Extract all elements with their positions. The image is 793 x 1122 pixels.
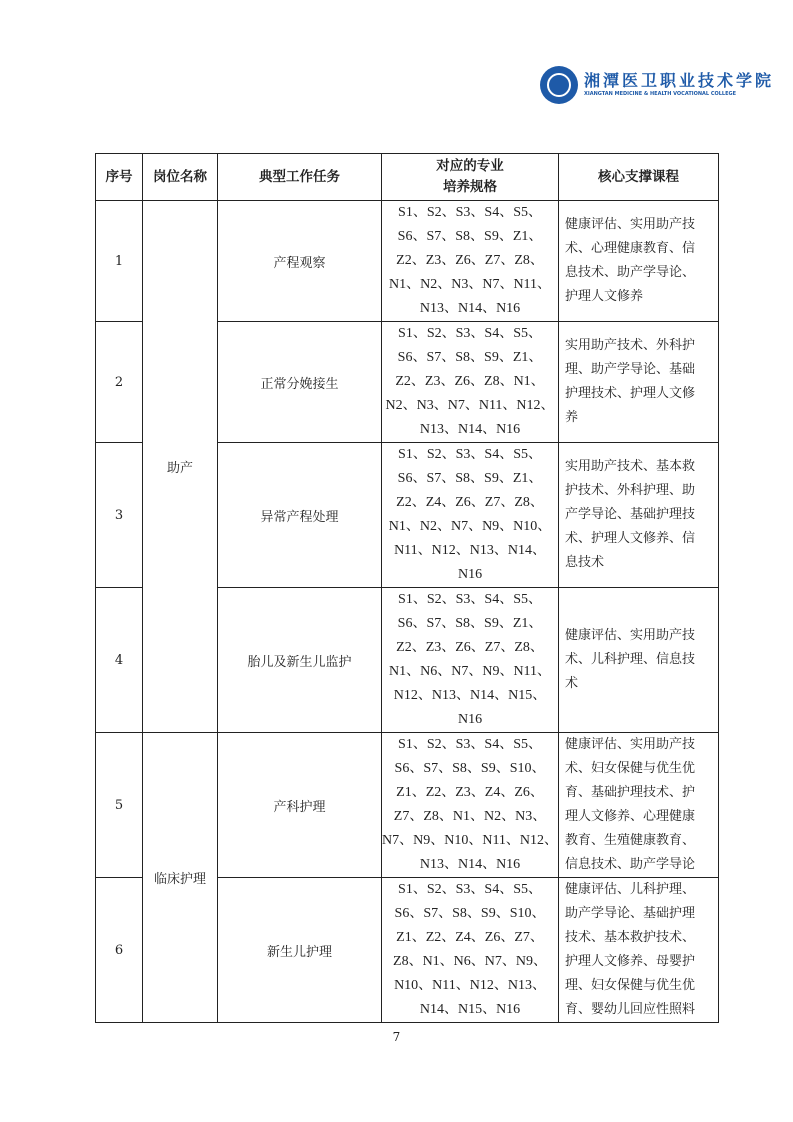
- header-spec: [382, 154, 559, 201]
- spec-line: Z8、N1、N6、N7、N9、: [393, 954, 548, 969]
- courses-line: 产学导论、基础护理技: [565, 507, 696, 522]
- courses-line: 信息技术、助产学导论: [565, 857, 696, 872]
- row-number: 6: [96, 878, 143, 1023]
- spec-line: Z2、Z3、Z6、Z8、N1、: [395, 374, 545, 389]
- courses-line: 育、婴幼儿回应性照料: [565, 1002, 696, 1017]
- spec-line: S1、S2、S3、S4、S5、: [398, 205, 542, 220]
- row-number: 3: [96, 443, 143, 588]
- courses-line: 理人文修养、心理健康: [565, 809, 696, 824]
- spec-line: N11、N12、N13、N14、: [394, 543, 546, 558]
- table-row: [96, 201, 719, 322]
- spec-line: S1、S2、S3、S4、S5、: [398, 447, 542, 462]
- spec-line: Z1、Z2、Z3、Z4、Z6、: [396, 785, 544, 800]
- courses-line: 健康评估、实用助产技: [565, 737, 696, 752]
- courses-line: 健康评估、实用助产技: [565, 217, 696, 232]
- header-line: 对应的专业: [436, 158, 504, 174]
- header-courses: 核心支撑课程: [559, 154, 719, 201]
- college-logo: [540, 66, 774, 104]
- spec-line: N10、N11、N12、N13、: [394, 978, 546, 993]
- spec-cell: [382, 201, 559, 322]
- spec-line: N13、N14、N16: [419, 422, 521, 437]
- spec-line: N16: [457, 567, 483, 582]
- courses-line: 护理人文修养: [565, 289, 644, 304]
- college-seal-icon: [540, 66, 578, 104]
- header-line: 培养规格: [443, 179, 498, 195]
- spec-line: S1、S2、S3、S4、S5、: [398, 326, 542, 341]
- courses-line: 护理技术、护理人文修: [565, 386, 696, 401]
- courses-cell: [559, 878, 719, 1023]
- spec-line: Z2、Z3、Z6、Z7、Z8、: [396, 640, 544, 655]
- courses-cell: [559, 588, 719, 733]
- header-position: 岗位名称: [143, 154, 218, 201]
- row-number: 5: [96, 733, 143, 878]
- courses-line: 健康评估、儿科护理、: [565, 882, 696, 897]
- spec-cell: [382, 878, 559, 1023]
- courses-cell: [559, 733, 719, 878]
- courses-line: 健康评估、实用助产技: [565, 628, 696, 643]
- spec-cell: [382, 322, 559, 443]
- spec-line: N14、N15、N16: [419, 1002, 521, 1017]
- row-number: 1: [96, 201, 143, 322]
- spec-cell: [382, 443, 559, 588]
- table-header-row: [96, 154, 719, 201]
- task-name: 异常产程处理: [218, 443, 382, 588]
- page-number: 7: [392, 1030, 401, 1044]
- spec-line: N13、N14、N16: [419, 857, 521, 872]
- courses-line: 术: [565, 676, 579, 691]
- spec-line: S6、S7、S8、S9、S10、: [394, 761, 546, 776]
- spec-line: Z2、Z4、Z6、Z7、Z8、: [396, 495, 544, 510]
- spec-line: N12、N13、N14、N15、: [393, 688, 547, 703]
- courses-line: 术、心理健康教育、信: [565, 241, 696, 256]
- table-row: [96, 733, 719, 878]
- courses-line: 术、妇女保健与优生优: [565, 761, 696, 776]
- courses-line: 助产学导论、基础护理: [565, 906, 696, 921]
- spec-line: N1、N2、N3、N7、N11、: [389, 277, 552, 292]
- courses-line: 实用助产技术、外科护: [565, 338, 696, 353]
- row-number: 2: [96, 322, 143, 443]
- job-task-table: [95, 153, 719, 1023]
- spec-line: Z1、Z2、Z4、Z6、Z7、: [396, 930, 544, 945]
- spec-line: S6、S7、S8、S9、Z1、: [397, 471, 543, 486]
- spec-line: S6、S7、S8、S9、Z1、: [397, 229, 543, 244]
- spec-line: N13、N14、N16: [419, 301, 521, 316]
- courses-line: 护理人文修养、母婴护: [565, 954, 696, 969]
- courses-line: 息技术、助产学导论、: [565, 265, 696, 280]
- spec-line: S6、S7、S8、S9、Z1、: [397, 616, 543, 631]
- logo-english-name: XIANGTAN MEDICINE & HEALTH VOCATIONAL COLLEGE: [584, 91, 737, 97]
- courses-line: 术、护理人文修养、信: [565, 531, 696, 546]
- spec-line: S6、S7、S8、S9、S10、: [394, 906, 546, 921]
- courses-line: 教育、生殖健康教育、: [565, 833, 696, 848]
- courses-line: 术、儿科护理、信息技: [565, 652, 696, 667]
- courses-cell: [559, 443, 719, 588]
- spec-line: Z2、Z3、Z6、Z7、Z8、: [396, 253, 544, 268]
- courses-cell: [559, 322, 719, 443]
- position-name: 临床护理: [143, 733, 218, 1023]
- row-number: 4: [96, 588, 143, 733]
- spec-line: N1、N6、N7、N9、N11、: [389, 664, 552, 679]
- logo-chinese-name: 湘潭医卫职业技术学院: [584, 71, 775, 90]
- task-name: 新生儿护理: [218, 878, 382, 1023]
- header-no: 序号: [96, 154, 143, 201]
- courses-cell: [559, 201, 719, 322]
- spec-line: S1、S2、S3、S4、S5、: [398, 592, 542, 607]
- spec-line: S1、S2、S3、S4、S5、: [398, 737, 542, 752]
- spec-line: N7、N9、N10、N11、N12、: [382, 833, 559, 848]
- header-task: 典型工作任务: [218, 154, 382, 201]
- courses-line: 息技术: [565, 555, 605, 570]
- task-name: 正常分娩接生: [218, 322, 382, 443]
- courses-line: 实用助产技术、基本救: [565, 459, 696, 474]
- courses-line: 育、基础护理技术、护: [565, 785, 696, 800]
- task-name: 产程观察: [218, 201, 382, 322]
- spec-line: N1、N2、N7、N9、N10、: [388, 519, 552, 534]
- spec-cell: [382, 733, 559, 878]
- spec-line: S6、S7、S8、S9、Z1、: [397, 350, 543, 365]
- spec-cell: [382, 588, 559, 733]
- courses-line: 护技术、外科护理、助: [565, 483, 696, 498]
- spec-line: Z7、Z8、N1、N2、N3、: [393, 809, 547, 824]
- courses-line: 技术、基本救护技术、: [565, 930, 696, 945]
- spec-line: N16: [457, 712, 483, 727]
- courses-line: 理、助产学导论、基础: [565, 362, 696, 377]
- spec-line: S1、S2、S3、S4、S5、: [398, 882, 542, 897]
- task-name: 产科护理: [218, 733, 382, 878]
- task-name: 胎儿及新生儿监护: [218, 588, 382, 733]
- courses-line: 养: [565, 410, 579, 425]
- spec-line: N2、N3、N7、N11、N12、: [385, 398, 555, 413]
- courses-line: 理、妇女保健与优生优: [565, 978, 696, 993]
- position-name: 助产: [143, 201, 218, 733]
